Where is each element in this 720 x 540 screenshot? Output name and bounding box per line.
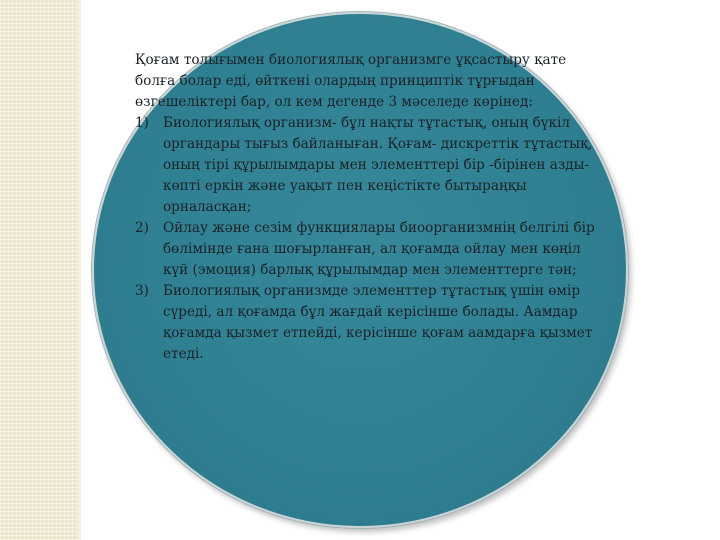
intro-paragraph: Қоғам толығымен биологиялық организмге ұқсастыру қате болға болар еді, өйткені олардың принциптік тұрғыдан өзгешеліктері бар, ол кем дегенде 3 мәселеде көрінед: — [135, 52, 567, 110]
list-item-text: Ойлау және сезім функциялары биоорганизмнің белгілі бір бөлімінде ғана шоғырланған, ал қоғамда ойлау мен көңіл күй (эмоция) барлық құрылымдар мен элементтерге тән; — [163, 220, 595, 278]
numbered-list — [135, 113, 595, 365]
list-item-text: Биологиялық организм- бұл нақты тұтастық, оның бүкіл органдары тығыз байланыған. Қоғам- дискреттік тұтастық, оның тірі құрылымдары мен элементтері бір -бірінен азды-көпті еркін және уақыт пен кеңістікте бытыраңқы орналасқан; — [163, 115, 593, 215]
list-item-number: 3) — [135, 283, 149, 299]
slide-text-block — [135, 50, 595, 365]
decorative-side-pattern — [0, 0, 78, 540]
list-item — [135, 281, 595, 365]
list-item — [135, 218, 595, 281]
list-item — [135, 113, 595, 218]
list-item-number: 2) — [135, 220, 149, 236]
list-item-number: 1) — [135, 115, 149, 131]
side-pattern-edge — [78, 0, 81, 540]
list-item-text: Биологиялық организмде элементтер тұтастық үшін өмір сүреді, ал қоғамда бұл жағдай керісінше болады. Аамдар қоғамда қызмет етпейді, керісінше қоғам аамдарға қызмет етеді. — [163, 283, 593, 362]
